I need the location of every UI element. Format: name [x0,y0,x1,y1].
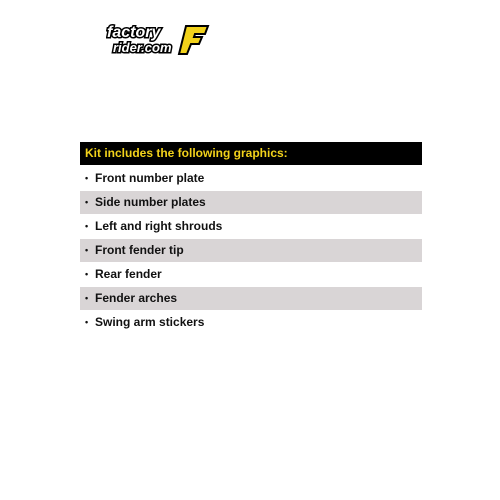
bullet-icon: • [85,221,89,231]
kit-list [80,167,422,334]
kit-item-label: Fender arches [95,291,178,305]
kit-item-label: Rear fender [95,267,162,281]
kit-item [80,311,422,334]
kit-item-label: Front fender tip [95,243,184,257]
kit-item [80,263,422,286]
logo-f-badge-icon [179,26,208,54]
kit-item-label: Left and right shrouds [95,219,223,233]
kit-item [80,287,422,310]
bullet-icon: • [85,317,89,327]
logo-line1: factory [107,24,161,41]
kit-item [80,191,422,214]
bullet-icon: • [85,269,89,279]
bullet-icon: • [85,173,89,183]
kit-header: Kit includes the following graphics: [80,142,422,165]
bullet-icon: • [85,197,89,207]
bullet-icon: • [85,293,89,303]
kit-item-label: Front number plate [95,171,205,185]
kit-item [80,167,422,190]
kit-item [80,239,422,262]
factory-rider-logo [106,22,210,56]
kit-item-label: Side number plates [95,195,206,209]
logo-line2: rider.com [113,40,172,55]
factory-rider-logo-graphic [106,22,210,56]
kit-item-label: Swing arm stickers [95,315,205,329]
kit-item [80,215,422,238]
kit-contents-panel [80,142,422,335]
bullet-icon: • [85,245,89,255]
